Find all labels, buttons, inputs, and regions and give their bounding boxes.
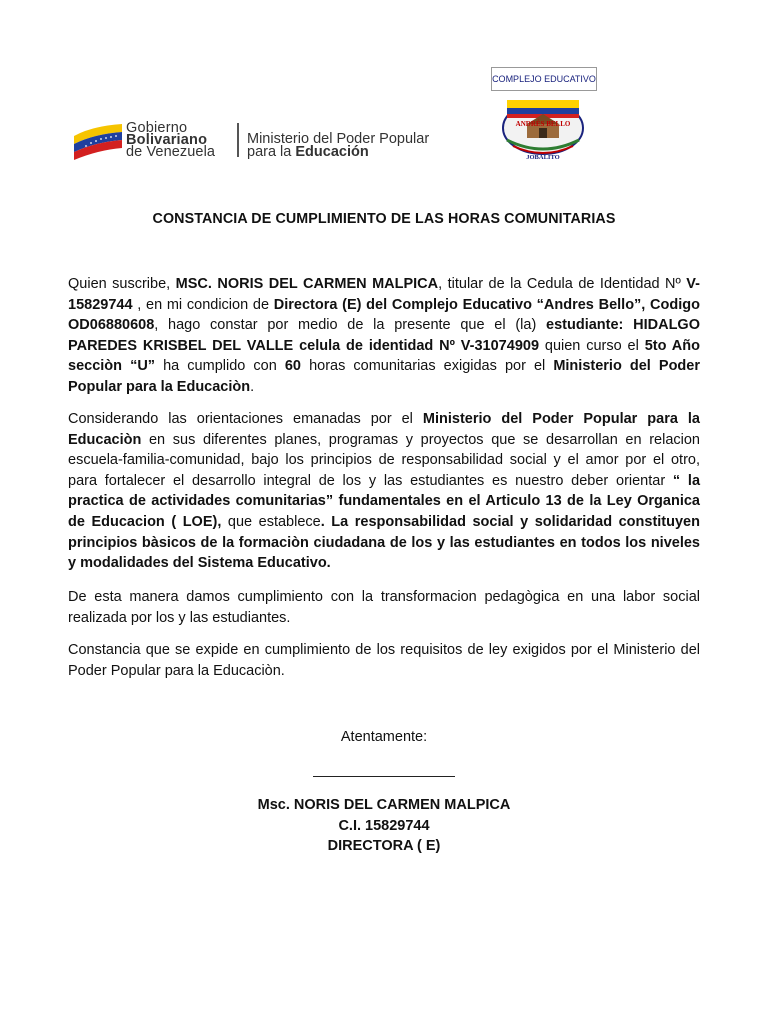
signature-block — [0, 795, 768, 857]
p1-text-1: Quien suscribe, — [68, 276, 176, 292]
p2-law-reference: “ la practica de actividades comunitarias” fundamentales en el Articulo 13 de la Ley Organica de Educacion ( LOE), — [68, 472, 701, 530]
director-name: MSC. NORIS DEL CARMEN MALPICA — [175, 276, 439, 292]
hours-count: 60 — [284, 358, 301, 375]
ministry-line-2-prefix: para la — [247, 144, 296, 160]
paragraph-1 — [68, 274, 700, 398]
paragraph-3: De esta manera damos cumplimiento con la transformacion pedagògica en una labor social realizada por los y las estudiantes. — [68, 589, 700, 626]
crest-school-name: ANDRÉS BELLO — [515, 120, 571, 128]
p1-text-4: , hago constar por medio de la presente que el (la) — [154, 317, 547, 334]
ministry-reference: Ministerio del Poder Popular para la Educaciòn — [68, 358, 700, 395]
government-logo — [72, 118, 458, 162]
director-id: V- 15829744 — [68, 276, 700, 313]
p2-text-2: en sus diferentes planes, programas y proyectos que se desarrollan en relacion escuela-familia-comunidad, bajo los principios de responsabilidad social y el amor por el otro, para fortalecer el desarrollo integral de los y las estudiantes es nuestro deber orientar — [68, 431, 700, 489]
government-name — [126, 122, 215, 158]
gov-line-1: Gobierno — [126, 120, 188, 136]
paragraph-4: Constancia que se expide en cumplimiento de los requisitos de ley exigidos por el Ministerio del Poder Popular para la Educaciòn. — [68, 642, 700, 679]
p1-text-7: horas comunitarias exigidas por el — [301, 358, 554, 375]
closing-salutation: Atentamente: — [340, 729, 428, 745]
student-grade: 5to Año secciòn “U” — [68, 337, 700, 375]
signatory-name: Msc. NORIS DEL CARMEN MALPICA — [257, 797, 511, 813]
school-label-box: COMPLEJO EDUCATIVO — [491, 67, 597, 91]
student-info: estudiante: HIDALGO PAREDES KRISBEL DEL VALLE celula de identidad Nº V-31074909 — [68, 317, 700, 354]
p2-text-3: que establece — [221, 513, 321, 530]
ministry-line-1: Ministerio del Poder Popular — [247, 131, 430, 147]
ministry-line-2-bold: Educación — [295, 144, 369, 160]
paragraph-2 — [68, 409, 700, 574]
signature-line — [313, 776, 455, 777]
p1-text-5: quien curso el — [539, 337, 645, 354]
document-title: CONSTANCIA DE CUMPLIMIENTO DE LAS HORAS COMUNITARIAS — [152, 211, 616, 227]
ministry-line-2 — [247, 146, 429, 159]
crest-location: JOBALITO — [526, 154, 560, 161]
gov-line-3: de Venezuela — [126, 144, 216, 160]
signatory-role: DIRECTORA ( E) — [327, 838, 441, 855]
venezuela-flag-icon — [72, 120, 124, 160]
gov-line-2: Bolivariano — [126, 132, 208, 148]
logo-divider — [237, 123, 239, 157]
p2-principles: . La responsabilidad social y solidaridad constituyen principios bàsicos de la formaciòn ciudadana de los y las estudiantes en todos los niveles y modalidades del Sistema Educativo. — [68, 513, 700, 572]
p1-text-2: , titular de la Cedula de Identidad Nº — [438, 276, 687, 292]
p1-text-8: . — [250, 378, 255, 395]
p2-ministry: Ministerio del Poder Popular para la Educaciòn — [68, 411, 700, 448]
signatory-id: C.I. 15829744 — [338, 817, 430, 834]
ministry-name — [247, 133, 429, 159]
director-role: Directora (E) del Complejo Educativo “Andres Bello”, Codigo OD06880608 — [68, 296, 700, 334]
p1-text-3: , en mi condicion de — [132, 296, 274, 313]
p1-text-6: ha cumplido con — [155, 358, 285, 375]
p2-text-1: Considerando las orientaciones emanadas por el — [68, 411, 423, 427]
